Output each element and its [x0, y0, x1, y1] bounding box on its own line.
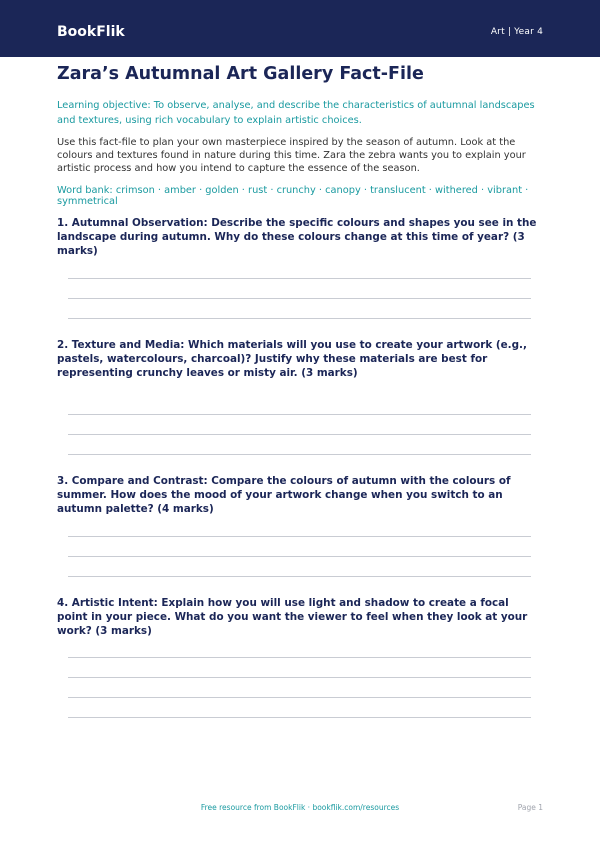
answer-line[interactable]: [68, 576, 531, 577]
answer-line[interactable]: [68, 677, 531, 678]
answer-line[interactable]: [68, 454, 531, 455]
answer-line[interactable]: [68, 657, 531, 658]
question-1: 1. Autumnal Observation: Describe the specific colours and shapes you see in the landscape during autumn. Why do these colours change at this time of year? (3 marks): [57, 217, 537, 257]
brand-logo: BookFlik: [57, 24, 125, 40]
answer-line[interactable]: [68, 717, 531, 718]
question-3: 3. Compare and Contrast: Compare the colours of autumn with the colours of summer. How does the mood of your artwork change when you switch to an autumn palette? (4 marks): [57, 475, 511, 515]
answer-line[interactable]: [68, 556, 531, 557]
answer-line[interactable]: [68, 298, 531, 299]
footer-text: Free resource from BookFlik · bookflik.com/resources: [200, 803, 400, 812]
intro-text: Use this fact-file to plan your own masterpiece inspired by the season of autumn. Look at the colours and textures found in nature during this time. Zara the zebra wants you to explain your artistic process and how you intend to capture the essence of the season.: [57, 137, 526, 175]
question-2: 2. Texture and Media: Which materials will you use to create your artwork (e.g., pastels, watercolours, charcoal)? Justify why these materials are best for representing crunchy leaves or misty air. (3 marks): [57, 339, 527, 379]
answer-line[interactable]: [68, 414, 531, 415]
learning-objective: Learning objective: To observe, analyse, and describe the characteristics of autumnal landscapes and textures, using rich vocabulary to explain artistic choices.: [57, 100, 535, 126]
header-bar: [0, 0, 600, 57]
answer-line[interactable]: [68, 536, 531, 537]
answer-line[interactable]: [68, 318, 531, 319]
word-bank: Word bank: crimson · amber · golden · rust · crunchy · canopy · translucent · withered · vibrant · symmetrical: [57, 185, 529, 207]
page-title: Zara’s Autumnal Art Gallery Fact-File: [57, 64, 424, 84]
page-number: Page 1: [517, 803, 543, 812]
answer-line[interactable]: [68, 697, 531, 698]
answer-line[interactable]: [68, 278, 531, 279]
answer-line[interactable]: [68, 434, 531, 435]
subject-year-label: Art | Year 4: [490, 27, 543, 37]
question-4: 4. Artistic Intent: Explain how you will use light and shadow to create a focal point in your piece. What do you want the viewer to feel when they look at your work? (3 marks): [57, 597, 528, 637]
